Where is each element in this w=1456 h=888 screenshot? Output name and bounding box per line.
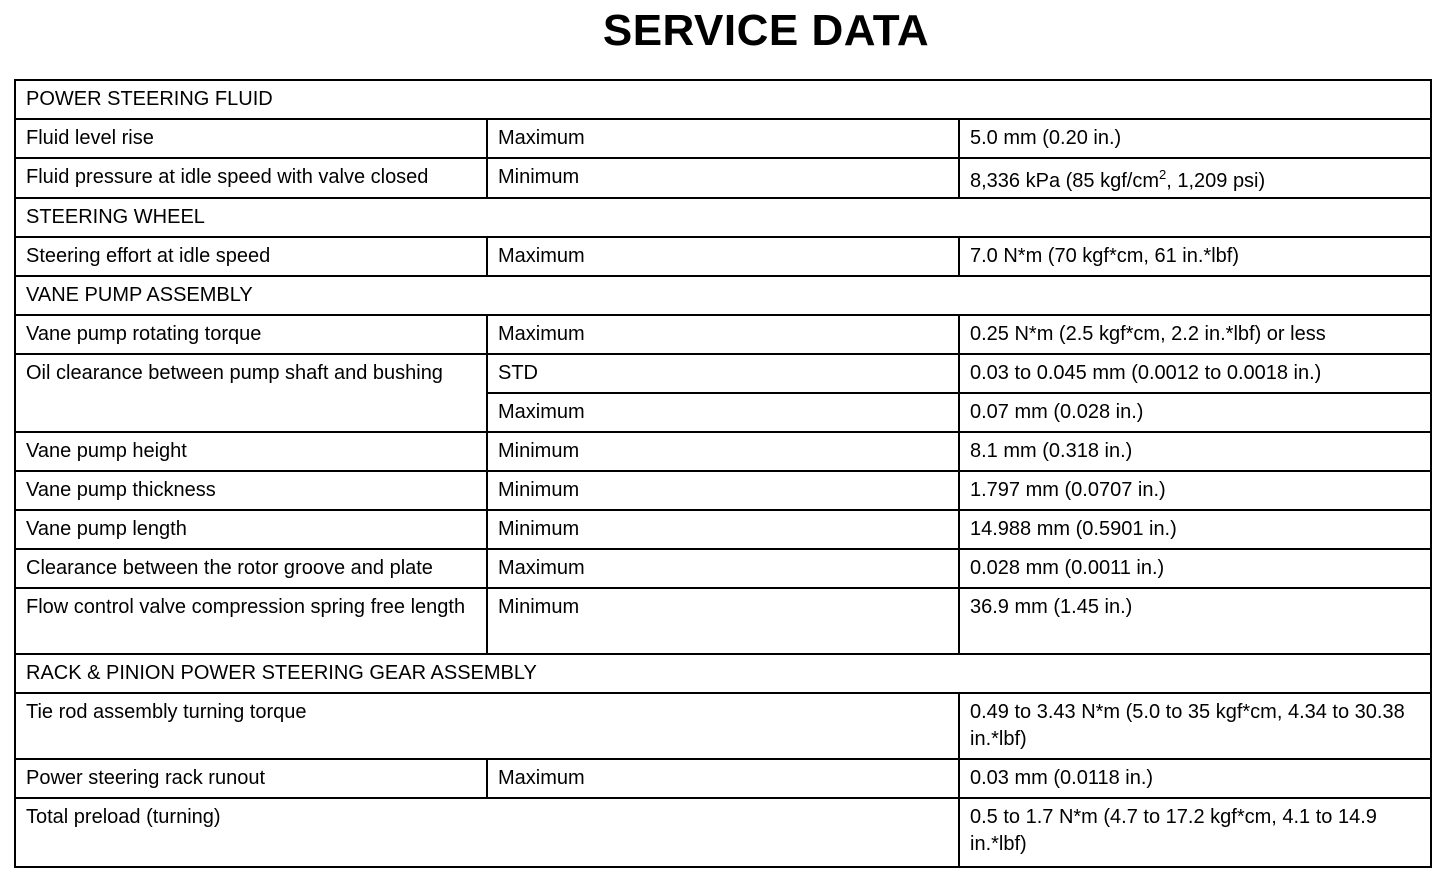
limit-cell: Maximum bbox=[487, 759, 959, 798]
limit-cell: Minimum bbox=[487, 588, 959, 654]
item-cell: Steering effort at idle speed bbox=[15, 237, 487, 276]
table-row bbox=[15, 432, 1431, 471]
table-row bbox=[15, 315, 1431, 354]
table-row bbox=[15, 798, 1431, 867]
value-text: , 1,209 psi) bbox=[1166, 170, 1266, 192]
item-cell: Power steering rack runout bbox=[15, 759, 487, 798]
item-cell: Vane pump thickness bbox=[15, 471, 487, 510]
limit-cell: Maximum bbox=[487, 549, 959, 588]
table-row bbox=[15, 510, 1431, 549]
value-cell: 14.988 mm (0.5901 in.) bbox=[959, 510, 1431, 549]
item-cell: Clearance between the rotor groove and plate bbox=[15, 549, 487, 588]
value-cell: 7.0 N*m (70 kgf*cm, 61 in.*lbf) bbox=[959, 237, 1431, 276]
value-cell bbox=[959, 158, 1431, 198]
item-cell: Vane pump length bbox=[15, 510, 487, 549]
value-cell: 0.49 to 3.43 N*m (5.0 to 35 kgf*cm, 4.34 to 30.38 in.*lbf) bbox=[959, 693, 1431, 759]
value-cell: 1.797 mm (0.0707 in.) bbox=[959, 471, 1431, 510]
item-cell: Oil clearance between pump shaft and bushing bbox=[15, 354, 487, 432]
item-cell: Flow control valve compression spring free length bbox=[15, 588, 487, 654]
limit-cell: Maximum bbox=[487, 237, 959, 276]
limit-cell: Maximum bbox=[487, 119, 959, 158]
value-cell: 0.028 mm (0.0011 in.) bbox=[959, 549, 1431, 588]
limit-cell: STD bbox=[487, 354, 959, 393]
table-row bbox=[15, 759, 1431, 798]
item-cell: Total preload (turning) bbox=[15, 798, 959, 867]
section-header-row bbox=[15, 80, 1431, 119]
section-heading: POWER STEERING FLUID bbox=[15, 80, 1431, 119]
value-cell: 0.25 N*m (2.5 kgf*cm, 2.2 in.*lbf) or less bbox=[959, 315, 1431, 354]
item-cell: Fluid pressure at idle speed with valve closed bbox=[15, 158, 487, 198]
limit-cell: Minimum bbox=[487, 158, 959, 198]
section-heading: RACK & PINION POWER STEERING GEAR ASSEMBLY bbox=[15, 654, 1431, 693]
value-cell: 0.07 mm (0.028 in.) bbox=[959, 393, 1431, 432]
item-cell: Vane pump height bbox=[15, 432, 487, 471]
item-cell: Vane pump rotating torque bbox=[15, 315, 487, 354]
item-cell: Tie rod assembly turning torque bbox=[15, 693, 959, 759]
table-row bbox=[15, 158, 1431, 198]
limit-cell: Minimum bbox=[487, 432, 959, 471]
value-cell: 36.9 mm (1.45 in.) bbox=[959, 588, 1431, 654]
section-heading: VANE PUMP ASSEMBLY bbox=[15, 276, 1431, 315]
limit-cell: Maximum bbox=[487, 315, 959, 354]
value-cell: 0.5 to 1.7 N*m (4.7 to 17.2 kgf*cm, 4.1 to 14.9 in.*lbf) bbox=[959, 798, 1431, 867]
section-header-row bbox=[15, 276, 1431, 315]
table-row bbox=[15, 549, 1431, 588]
page-title: SERVICE DATA bbox=[602, 6, 930, 55]
value-text: 8,336 kPa (85 kgf/cm bbox=[970, 170, 1159, 192]
item-cell: Fluid level rise bbox=[15, 119, 487, 158]
table-row bbox=[15, 237, 1431, 276]
limit-cell: Minimum bbox=[487, 510, 959, 549]
limit-cell: Maximum bbox=[487, 393, 959, 432]
service-data-table bbox=[14, 79, 1432, 868]
value-cell: 8.1 mm (0.318 in.) bbox=[959, 432, 1431, 471]
table-row bbox=[15, 693, 1431, 759]
section-header-row bbox=[15, 198, 1431, 237]
limit-cell: Minimum bbox=[487, 471, 959, 510]
superscript: 2 bbox=[1158, 167, 1167, 182]
table-row bbox=[15, 119, 1431, 158]
value-cell: 5.0 mm (0.20 in.) bbox=[959, 119, 1431, 158]
table-row bbox=[15, 354, 1431, 393]
section-header-row bbox=[15, 654, 1431, 693]
value-cell: 0.03 mm (0.0118 in.) bbox=[959, 759, 1431, 798]
table-row bbox=[15, 588, 1431, 654]
table-row bbox=[15, 471, 1431, 510]
section-heading: STEERING WHEEL bbox=[15, 198, 1431, 237]
value-cell: 0.03 to 0.045 mm (0.0012 to 0.0018 in.) bbox=[959, 354, 1431, 393]
